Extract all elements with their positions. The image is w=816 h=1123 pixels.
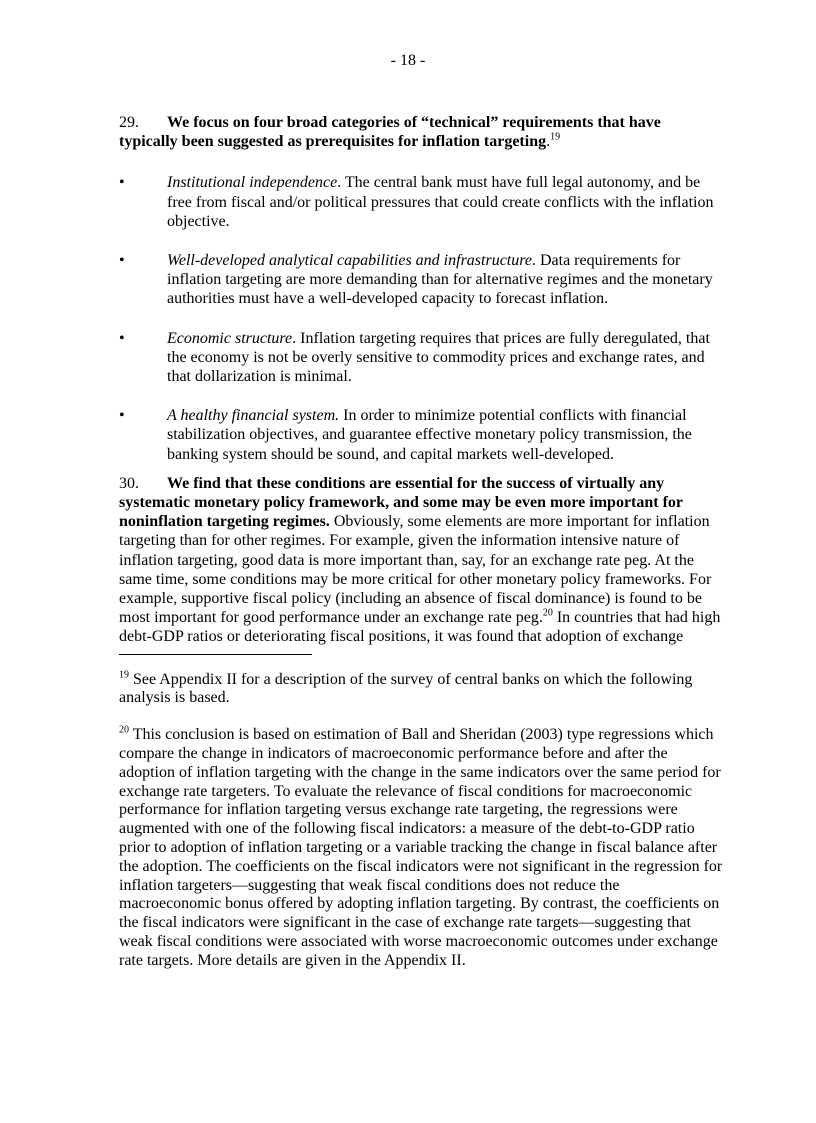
list-item-title: Institutional independence xyxy=(167,174,338,192)
bullet-icon: • xyxy=(119,329,125,347)
list-item-title: A healthy financial system. xyxy=(167,407,340,425)
list-item-text: . The central bank must have full legal autonomy, and be free from fiscal and/or political pressures that could create conflicts with the inflation objective. xyxy=(167,174,714,230)
footnote-mark: 19 xyxy=(119,669,129,681)
footnote-20 xyxy=(119,726,723,970)
list-item-text: . Data requirements for inflation targeting are more demanding than for alternative regimes and the monetary authorities must have a well-developed capacity to forecast inflation. xyxy=(167,252,713,308)
requirements-list xyxy=(119,173,723,463)
paragraph-lead-bold: We focus on four broad categories of “technical” requirements that have typically been suggested as prerequisites for inflation targeting xyxy=(119,114,661,151)
paragraph-body: Obviously, some elements are more important for inflation targeting than for other regimes. For example, given the information intensive nature of inflation targeting, good data is more important than, say, for an exchange rate peg. At the same time, some conditions may be more critical for other monetary policy frameworks. For example, supportive fiscal policy (including an absence of fiscal dominance) is found to be most important for good performance under an exchange rate peg. xyxy=(119,513,712,627)
list-item-text: . Inflation targeting requires that prices are fully deregulated, that the economy is not be overly sensitive to commodity prices and exchange rates, and that dollarization is minimal. xyxy=(167,329,710,386)
paragraph-number: 29. xyxy=(119,114,139,131)
footnote-ref-20[interactable]: 20 xyxy=(542,607,553,619)
paragraph-30 xyxy=(119,474,723,647)
bullet-icon: • xyxy=(119,407,125,425)
paragraph-tail: . xyxy=(546,133,551,151)
footnote-mark: 20 xyxy=(119,724,129,736)
footnote-ref-19[interactable]: 19 xyxy=(550,131,561,143)
paragraph-number: 30. xyxy=(119,474,139,492)
list-item xyxy=(119,329,723,387)
paragraph-body-continued: In countries that had high debt-GDP ratios or deteriorating fiscal positions, it was found that adoption of exchange xyxy=(119,609,721,646)
paragraph-lead-bold: We find that these conditions are essential for the success of virtually any systematic monetary policy framework, and some may be even more important for noninflation targeting regimes. xyxy=(119,474,683,531)
footnote-text: This conclusion is based on estimation of Ball and Sheridan (2003) type regressions which compare the change in indicators of macroeconomic performance before and after the adoption of inflation targeting with the change in the same indicators over the same period for exchange rate targeters. To evaluate the relevance of fiscal conditions for macroeconomic performance for inflation targeting versus exchange rate targeting, the regressions were augmented with one of the following fiscal indicators: a measure of the debt-to-GDP ratio prior to adoption of inflation targeting or a variable tracking the change in fiscal balance after the adoption. The coefficients on the fiscal indicators were not significant in the regression for inflation targeters—suggesting that weak fiscal conditions does not reduce the macroeconomic bonus offered by adopting inflation targeting. By contrast, the coefficients on the fiscal indicators were significant in the case of exchange rate targets—suggesting that weak fiscal conditions were associated with worse macroeconomic outcomes under exchange rate targets. More details are given in the Appendix II. xyxy=(119,726,723,969)
list-item-title: Economic structure xyxy=(167,329,293,347)
list-item-text: In order to minimize potential conflicts with financial stabilization objectives, and guarantee effective monetary policy transmission, the banking system should be sound, and capital markets well-developed. xyxy=(167,407,692,463)
bullet-icon: • xyxy=(119,252,125,270)
paragraph-29 xyxy=(119,113,723,151)
footnote-divider xyxy=(119,654,312,655)
bullet-icon: • xyxy=(119,174,125,192)
list-item xyxy=(119,406,723,464)
page-number: - 18 - xyxy=(390,52,426,69)
list-item-title: Well-developed analytical capabilities and infrastructure xyxy=(167,252,532,270)
list-item xyxy=(119,173,723,231)
footnote-19 xyxy=(119,671,723,709)
footnote-text: See Appendix II for a description of the survey of central banks on which the following analysis is based. xyxy=(119,670,693,707)
page-content xyxy=(119,113,723,989)
list-item xyxy=(119,251,723,309)
